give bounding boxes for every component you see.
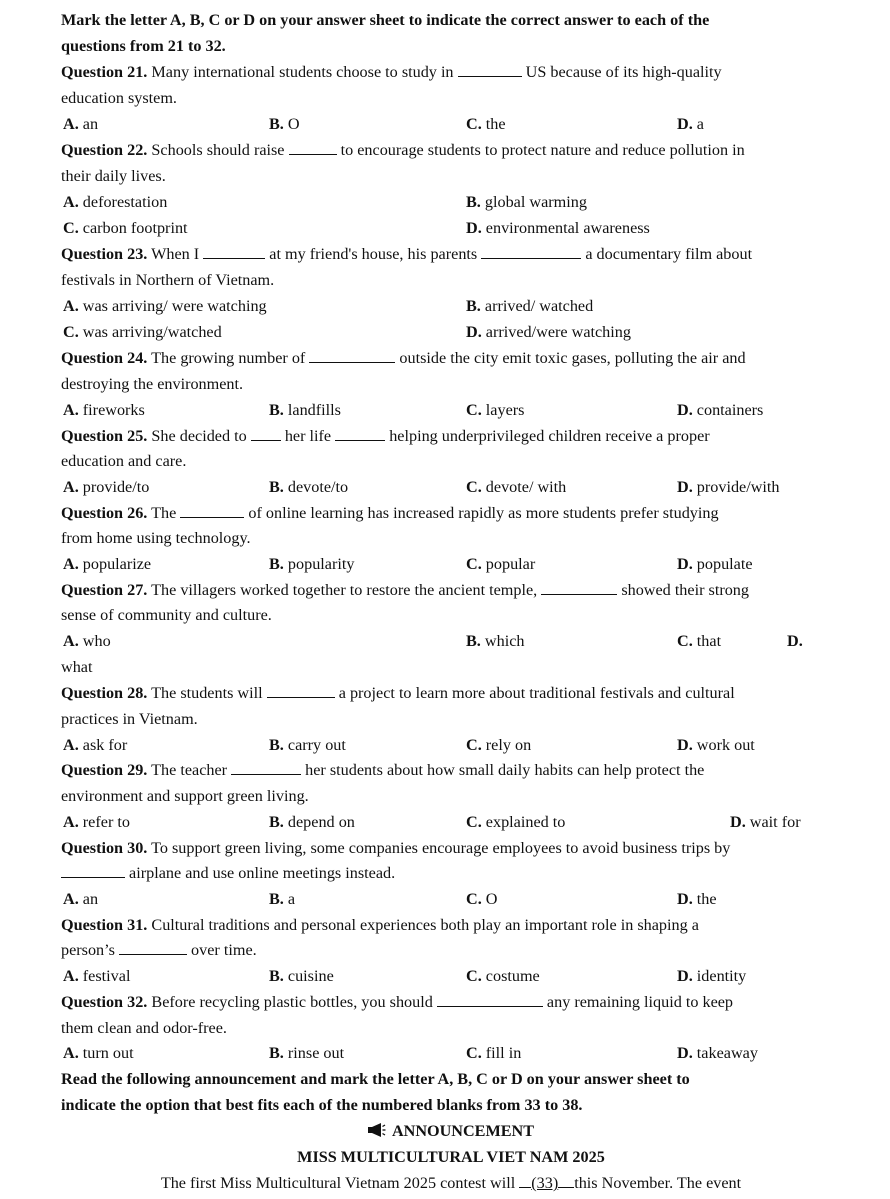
question-text: of online learning has increased rapidly as more students prefer studying [244, 504, 719, 522]
option-c[interactable]: C. fill in [466, 1044, 522, 1062]
question-29-line-2: environment and support green living. [61, 787, 309, 805]
question-text: The villagers worked together to restore the ancient temple, [147, 581, 542, 599]
question-21-line-2: education system. [61, 89, 177, 107]
option-a[interactable]: A. was arriving/ were watching [63, 297, 267, 315]
question-text: her students about how small daily habits can help protect the [301, 761, 705, 779]
question-number: Question 22. [61, 141, 148, 159]
question-number: Question 24. [61, 349, 148, 367]
option-c[interactable]: C. devote/ with [466, 478, 567, 496]
option-d[interactable]: D. wait for [730, 813, 801, 831]
option-b[interactable]: B. depend on [269, 813, 355, 831]
body-text: The first Miss Multicultural Vietnam 2025 contest will [160, 1174, 520, 1192]
announcement-heading-text: ANNOUNCEMENT [391, 1122, 535, 1140]
question-24 [61, 348, 746, 368]
question-number: Question 26. [61, 504, 148, 522]
option-c[interactable]: C. carbon footprint [63, 219, 188, 237]
question-21 [61, 62, 722, 82]
answer-blank [61, 864, 125, 878]
question-23-line-2: festivals in Northern of Vietnam. [61, 271, 275, 289]
question-text: any remaining liquid to keep [542, 993, 734, 1011]
question-text: Before recycling plastic bottles, you should [147, 993, 437, 1011]
option-a[interactable]: A. ask for [63, 736, 128, 754]
option-d[interactable]: D. identity [677, 967, 747, 985]
question-26 [61, 503, 719, 523]
option-a[interactable]: A. who [63, 632, 111, 650]
question-31 [61, 915, 699, 935]
option-d[interactable]: D. the [677, 890, 717, 908]
option-c[interactable]: C. layers [466, 401, 525, 419]
question-number: Question 28. [61, 684, 148, 702]
reading-instructions-line-1: Read the following announcement and mark the letter A, B, C or D on your answer sheet to [61, 1070, 690, 1088]
question-22 [61, 140, 745, 160]
option-a[interactable]: A. an [63, 115, 99, 133]
option-a[interactable]: A. an [63, 890, 99, 908]
option-b[interactable]: B. carry out [269, 736, 346, 754]
option-c[interactable]: C. costume [466, 967, 540, 985]
question-30-line-2 [61, 863, 395, 883]
option-b[interactable]: B. popularity [269, 555, 355, 573]
question-text: US because of its high-quality [521, 63, 722, 81]
question-text: The growing number of [147, 349, 310, 367]
option-c[interactable]: C. the [466, 115, 506, 133]
question-23 [61, 244, 752, 264]
option-a[interactable]: A. provide/to [63, 478, 150, 496]
question-27-line-2: sense of community and culture. [61, 606, 272, 624]
question-25-line-2: education and care. [61, 452, 187, 470]
question-text: at my friend's house, his parents [265, 245, 482, 263]
option-c[interactable]: C. that [677, 632, 722, 650]
blank-number: (33) [531, 1174, 559, 1192]
option-b[interactable]: B. a [269, 890, 296, 908]
answer-blank [251, 427, 281, 441]
option-a[interactable]: A. festival [63, 967, 131, 985]
question-number: Question 32. [61, 993, 148, 1011]
body-text: this November. The event [574, 1174, 742, 1192]
option-d[interactable]: D. a [677, 115, 704, 133]
question-text: helping underprivileged children receive a proper [385, 427, 710, 445]
option-a[interactable]: A. fireworks [63, 401, 145, 419]
question-text: a documentary film about [581, 245, 753, 263]
answer-blank [289, 141, 337, 155]
option-a[interactable]: A. refer to [63, 813, 130, 831]
question-text: to encourage students to protect nature and reduce pollution in [336, 141, 745, 159]
announcement-title: MISS MULTICULTURAL VIET NAM 2025 [297, 1148, 605, 1166]
question-text: The students will [147, 684, 267, 702]
megaphone-icon [368, 1123, 386, 1137]
announcement-heading [61, 1121, 841, 1141]
question-number: Question 21. [61, 63, 148, 81]
option-d-text[interactable]: what [61, 658, 93, 676]
option-b[interactable]: B. arrived/ watched [466, 297, 594, 315]
question-number: Question 25. [61, 427, 148, 445]
option-d[interactable]: D. containers [677, 401, 764, 419]
answer-blank [335, 427, 385, 441]
question-30 [61, 838, 730, 858]
question-text: Cultural traditions and personal experiences both play an important role in shaping a [147, 916, 699, 934]
question-text: outside the city emit toxic gases, polluting the air and [395, 349, 746, 367]
answer-blank [180, 504, 244, 518]
answer-blank [231, 761, 301, 775]
question-text: person’s [61, 941, 119, 959]
question-26-line-2: from home using technology. [61, 529, 251, 547]
question-text: Many international students choose to study in [147, 63, 458, 81]
question-text: The [147, 504, 181, 522]
answer-blank [541, 581, 617, 595]
question-29 [61, 760, 704, 780]
option-d[interactable]: D. arrived/were watching [466, 323, 631, 341]
option-d[interactable]: D. provide/with [677, 478, 780, 496]
answer-blank [267, 684, 335, 698]
reading-instructions-line-2: indicate the option that best fits each of the numbered blanks from 33 to 38. [61, 1096, 583, 1114]
question-number: Question 30. [61, 839, 148, 857]
option-b[interactable]: B. which [466, 632, 525, 650]
question-22-line-2: their daily lives. [61, 167, 166, 185]
answer-blank [437, 993, 543, 1007]
answer-blank [309, 349, 395, 363]
question-number: Question 29. [61, 761, 148, 779]
option-b[interactable]: B. global warming [466, 193, 587, 211]
question-28-line-2: practices in Vietnam. [61, 710, 198, 728]
option-d[interactable]: D. work out [677, 736, 755, 754]
option-c[interactable]: C. explained to [466, 813, 566, 831]
question-text: a project to learn more about traditional festivals and cultural [334, 684, 735, 702]
option-b[interactable]: B. O [269, 115, 300, 133]
question-28 [61, 683, 735, 703]
option-d[interactable]: D. populate [677, 555, 753, 573]
question-text: airplane and use online meetings instead. [125, 864, 396, 882]
question-number: Question 27. [61, 581, 148, 599]
question-27 [61, 580, 749, 600]
option-b[interactable]: B. landfills [269, 401, 341, 419]
question-text: over time. [187, 941, 257, 959]
option-c[interactable]: C. rely on [466, 736, 532, 754]
answer-blank [481, 245, 581, 259]
question-25 [61, 426, 710, 446]
option-d[interactable]: D. [787, 632, 803, 650]
option-b[interactable]: B. rinse out [269, 1044, 345, 1062]
answer-blank [458, 63, 522, 77]
question-number: Question 23. [61, 245, 148, 263]
question-text: showed their strong [617, 581, 749, 599]
answer-blank [203, 245, 265, 259]
question-text: her life [280, 427, 336, 445]
question-text: To support green living, some companies encourage employees to avoid business trips by [147, 839, 731, 857]
option-b[interactable]: B. cuisine [269, 967, 334, 985]
question-24-line-2: destroying the environment. [61, 375, 244, 393]
option-d[interactable]: D. takeaway [677, 1044, 758, 1062]
instructions-line-1: Mark the letter A, B, C or D on your answer sheet to indicate the correct answer to each of the [61, 11, 710, 29]
question-text: When I [147, 245, 204, 263]
question-32 [61, 992, 733, 1012]
question-number: Question 31. [61, 916, 148, 934]
instructions-line-2: questions from 21 to 32. [61, 37, 226, 55]
option-c[interactable]: C. was arriving/watched [63, 323, 222, 341]
question-text: She decided to [147, 427, 251, 445]
answer-blank [519, 1174, 531, 1188]
option-a[interactable]: A. turn out [63, 1044, 134, 1062]
option-d[interactable]: D. environmental awareness [466, 219, 650, 237]
option-a[interactable]: A. deforestation [63, 193, 168, 211]
announcement-body-line-1 [61, 1173, 841, 1193]
answer-blank [558, 1174, 574, 1188]
question-text: Schools should raise [147, 141, 289, 159]
option-c[interactable]: C. popular [466, 555, 536, 573]
option-c[interactable]: C. O [466, 890, 498, 908]
option-b[interactable]: B. devote/to [269, 478, 349, 496]
option-a[interactable]: A. popularize [63, 555, 152, 573]
question-32-line-2: them clean and odor-free. [61, 1019, 227, 1037]
answer-blank [119, 941, 187, 955]
question-31-line-2 [61, 940, 257, 960]
question-text: The teacher [147, 761, 232, 779]
